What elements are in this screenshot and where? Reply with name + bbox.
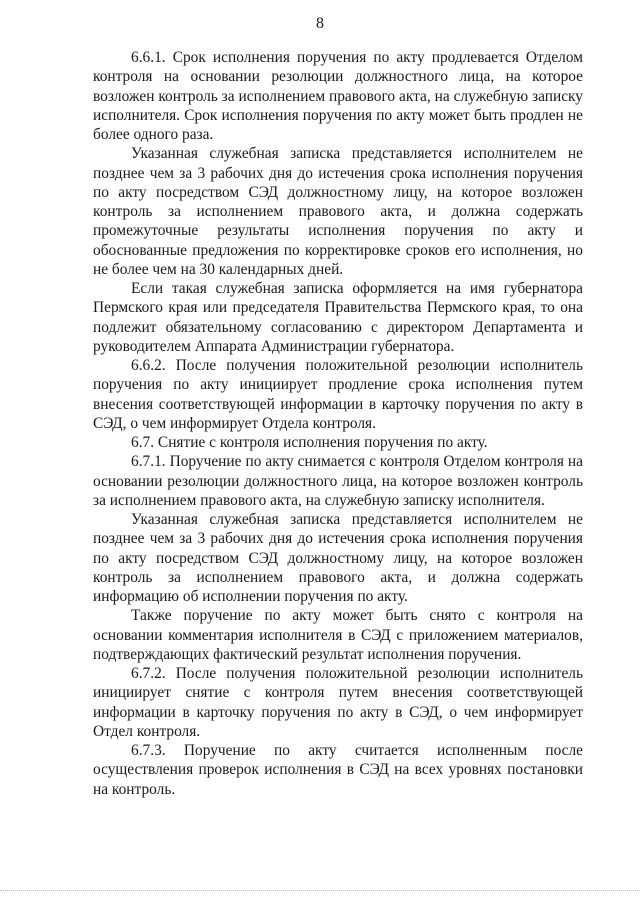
paragraph-memo-submission: Указанная служебная записка представляется исполнителем не позднее чем за 3 рабочих дня до истечения срока исполнения поручения по акту посредством СЭД должностному лицу, на которое возложен контроль за исполнением правового акта, и должна содержать промежуточные результаты исполнения поручения по акту и обоснованные предложения по корректировке сроков его исполнения, но не более чем на 30 календарных дней. <box>93 145 583 278</box>
paragraph-6-7-3: 6.7.3. Поручение по акту считается исполненным после осуществления проверок исполнения в СЭД на всех уровнях постановки на контроль. <box>93 742 583 798</box>
paragraph-6-6-1: 6.6.1. Срок исполнения поручения по акту продлевается Отделом контроля на основании резолюции должностного лица, на которое возложен контроль за исполнением правового акта, на служебную записку исполнителя. Срок исполнения поручения по акту может быть продлен не более одного раза. <box>93 49 583 143</box>
document-body <box>93 48 583 799</box>
section-heading-6-7: 6.7. Снятие с контроля исполнения поручения по акту. <box>131 434 488 451</box>
paragraph-6-7-2: 6.7.2. После получения положительной резолюции исполнитель инициирует снятие с контроля путем внесения соответствующей информации в карточку поручения по акту в СЭД, о чем информирует Отдел контроля. <box>93 665 583 740</box>
paragraph-6-7-1: 6.7.1. Поручение по акту снимается с контроля Отделом контроля на основании резолюции должностного лица, на которое возложен контроль за исполнением правового акта, на служебную записку исполнителя. <box>93 453 583 509</box>
paragraph-comment-removal: Также поручение по акту может быть снято с контроля на основании комментария исполнителя в СЭД с приложением материалов, подтверждающих фактический результат исполнения поручения. <box>93 607 583 663</box>
page-bottom-divider <box>0 890 640 892</box>
paragraph-governor-memo: Если такая служебная записка оформляется на имя губернатора Пермского края или председателя Правительства Пермского края, то она подлежит обязательному согласованию с директором Департамента и руководителем Аппарата Администрации губернатора. <box>93 280 583 355</box>
page-number: 8 <box>316 15 324 32</box>
paragraph-6-6-2: 6.6.2. После получения положительной резолюции исполнитель поручения по акту инициирует продление срока исполнения путем внесения соответствующей информации в карточку поручения по акту в СЭД, о чем информирует Отдела контроля. <box>93 357 583 432</box>
paragraph-memo-removal: Указанная служебная записка представляется исполнителем не позднее чем за 3 рабочих дня до истечения срока исполнения поручения по акту посредством СЭД должностному лицу, на которое возложен контроль за исполнением правового акта, и должна содержать информацию об исполнении поручения по акту. <box>93 511 583 605</box>
